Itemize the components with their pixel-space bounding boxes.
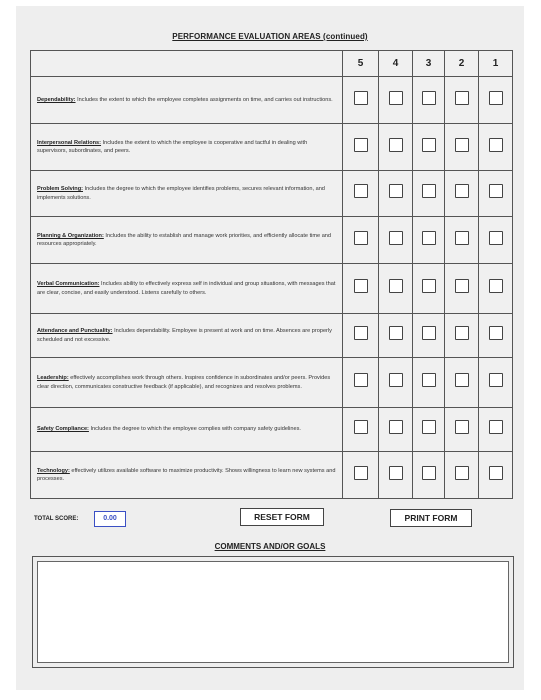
area-cell: [31, 217, 343, 264]
area-row-leadership: [31, 358, 513, 408]
rating-checkbox-2[interactable]: [455, 466, 469, 480]
rating-header-1: 1: [479, 51, 513, 77]
area-row-planning-organization: [31, 217, 513, 264]
rating-checkbox-5[interactable]: [354, 184, 368, 198]
rating-checkbox-4[interactable]: [389, 138, 403, 152]
rating-checkbox-2[interactable]: [455, 420, 469, 434]
rating-checkbox-3[interactable]: [422, 466, 436, 480]
rating-checkbox-5[interactable]: [354, 420, 368, 434]
rating-checkbox-5[interactable]: [354, 466, 368, 480]
area-name: Attendance and Punctuality:: [37, 328, 113, 335]
area-name: Verbal Communication:: [37, 281, 100, 288]
area-header-cell: [31, 51, 343, 77]
rating-checkbox-5[interactable]: [354, 373, 368, 387]
area-name: Interpersonal Relations:: [37, 139, 102, 146]
rating-checkbox-5[interactable]: [354, 279, 368, 293]
rating-checkbox-5[interactable]: [354, 138, 368, 152]
rating-checkbox-2[interactable]: [455, 373, 469, 387]
rating-header-5: 5: [343, 51, 379, 77]
area-row-verbal-communication: [31, 264, 513, 314]
area-row-dependability: [31, 77, 513, 124]
rating-checkbox-3[interactable]: [422, 279, 436, 293]
rating-header-3: 3: [413, 51, 445, 77]
area-row-safety-compliance: [31, 408, 513, 452]
rating-checkbox-1[interactable]: [489, 279, 503, 293]
evaluation-grid: [30, 50, 513, 499]
area-row-problem-solving: [31, 171, 513, 217]
rating-checkbox-1[interactable]: [489, 420, 503, 434]
area-description: Includes the extent to which the employee completes assignments on time, and carries out instructions.: [77, 96, 333, 103]
rating-checkbox-3[interactable]: [422, 231, 436, 245]
area-name: Leadership:: [37, 375, 69, 382]
rating-checkbox-3[interactable]: [422, 184, 436, 198]
area-cell: [31, 408, 343, 452]
rating-checkbox-4[interactable]: [389, 326, 403, 340]
comments-title: COMMENTS AND/OR GOALS: [214, 542, 326, 551]
area-row-technology: [31, 452, 513, 499]
rating-checkbox-1[interactable]: [489, 184, 503, 198]
rating-checkbox-2[interactable]: [455, 138, 469, 152]
rating-checkbox-2[interactable]: [455, 231, 469, 245]
area-cell: [31, 358, 343, 408]
rating-checkbox-4[interactable]: [389, 420, 403, 434]
rating-checkbox-2[interactable]: [455, 326, 469, 340]
rating-checkbox-3[interactable]: [422, 91, 436, 105]
rating-checkbox-1[interactable]: [489, 231, 503, 245]
area-cell: [31, 264, 343, 314]
area-description: Includes the degree to which the employee complies with company safety guidelines.: [90, 426, 301, 433]
area-description: Includes the ability to establish and manage work priorities, and efficiently allocate time and resources appropriately.: [37, 232, 332, 247]
rating-checkbox-4[interactable]: [389, 91, 403, 105]
area-name: Technology:: [37, 467, 70, 474]
area-description: effectively accomplishes work through others. Inspires confidence in subordinates and/or peers. Provides clear direction, communicates constructive feedback (if applicable), and recognizes and resolves problems.: [37, 375, 331, 390]
area-row-interpersonal-relations: [31, 124, 513, 171]
rating-checkbox-3[interactable]: [422, 373, 436, 387]
area-name: Planning & Organization:: [37, 232, 104, 239]
area-description: Includes the degree to which the employee identifies problems, secures relevant information, and implements solutions.: [37, 186, 325, 201]
print-form-button[interactable]: PRINT FORM: [390, 509, 472, 527]
rating-checkbox-4[interactable]: [389, 279, 403, 293]
area-row-attendance-punctuality: [31, 314, 513, 358]
area-cell: [31, 124, 343, 171]
comments-textarea[interactable]: [37, 561, 509, 663]
total-score-field: 0.00: [94, 511, 126, 527]
rating-checkbox-1[interactable]: [489, 373, 503, 387]
area-cell: [31, 77, 343, 124]
rating-checkbox-2[interactable]: [455, 91, 469, 105]
area-name: Problem Solving:: [37, 186, 83, 193]
rating-checkbox-5[interactable]: [354, 231, 368, 245]
area-name: Safety Compliance:: [37, 426, 89, 433]
rating-checkbox-4[interactable]: [389, 184, 403, 198]
area-cell: [31, 452, 343, 499]
comments-panel: [32, 556, 514, 668]
rating-checkbox-1[interactable]: [489, 326, 503, 340]
area-description: Includes ability to effectively express self in individual and group situations, with messages that are clear, concise, and easily understood. Listens carefully to others.: [37, 281, 336, 296]
total-score-label: TOTAL SCORE:: [34, 516, 79, 522]
reset-form-button[interactable]: RESET FORM: [240, 508, 324, 526]
rating-checkbox-4[interactable]: [389, 373, 403, 387]
rating-checkbox-3[interactable]: [422, 326, 436, 340]
area-name: Dependability:: [37, 96, 76, 103]
evaluation-form-page: [16, 6, 524, 690]
rating-checkbox-2[interactable]: [455, 184, 469, 198]
rating-checkbox-5[interactable]: [354, 91, 368, 105]
area-cell: [31, 314, 343, 358]
rating-checkbox-4[interactable]: [389, 231, 403, 245]
rating-checkbox-5[interactable]: [354, 326, 368, 340]
rating-checkbox-4[interactable]: [389, 466, 403, 480]
rating-header-2: 2: [445, 51, 479, 77]
rating-checkbox-3[interactable]: [422, 420, 436, 434]
area-description: Includes the extent to which the employee is cooperative and tactful in dealing with supervisors, subordinates, and peers.: [37, 139, 308, 154]
area-description: effectively utilizes available software to maximize productivity. Shows willingness to learn new systems and processes.: [37, 467, 336, 482]
rating-checkbox-1[interactable]: [489, 138, 503, 152]
area-description: Includes dependability. Employee is present at work and on time. Absences are properly scheduled and not excessive.: [37, 328, 332, 343]
rating-checkbox-2[interactable]: [455, 279, 469, 293]
rating-header-4: 4: [379, 51, 413, 77]
rating-checkbox-1[interactable]: [489, 91, 503, 105]
rating-checkbox-1[interactable]: [489, 466, 503, 480]
form-title: PERFORMANCE EVALUATION AREAS (continued): [172, 32, 368, 41]
area-cell: [31, 171, 343, 217]
rating-checkbox-3[interactable]: [422, 138, 436, 152]
rating-header-row: [31, 51, 513, 77]
